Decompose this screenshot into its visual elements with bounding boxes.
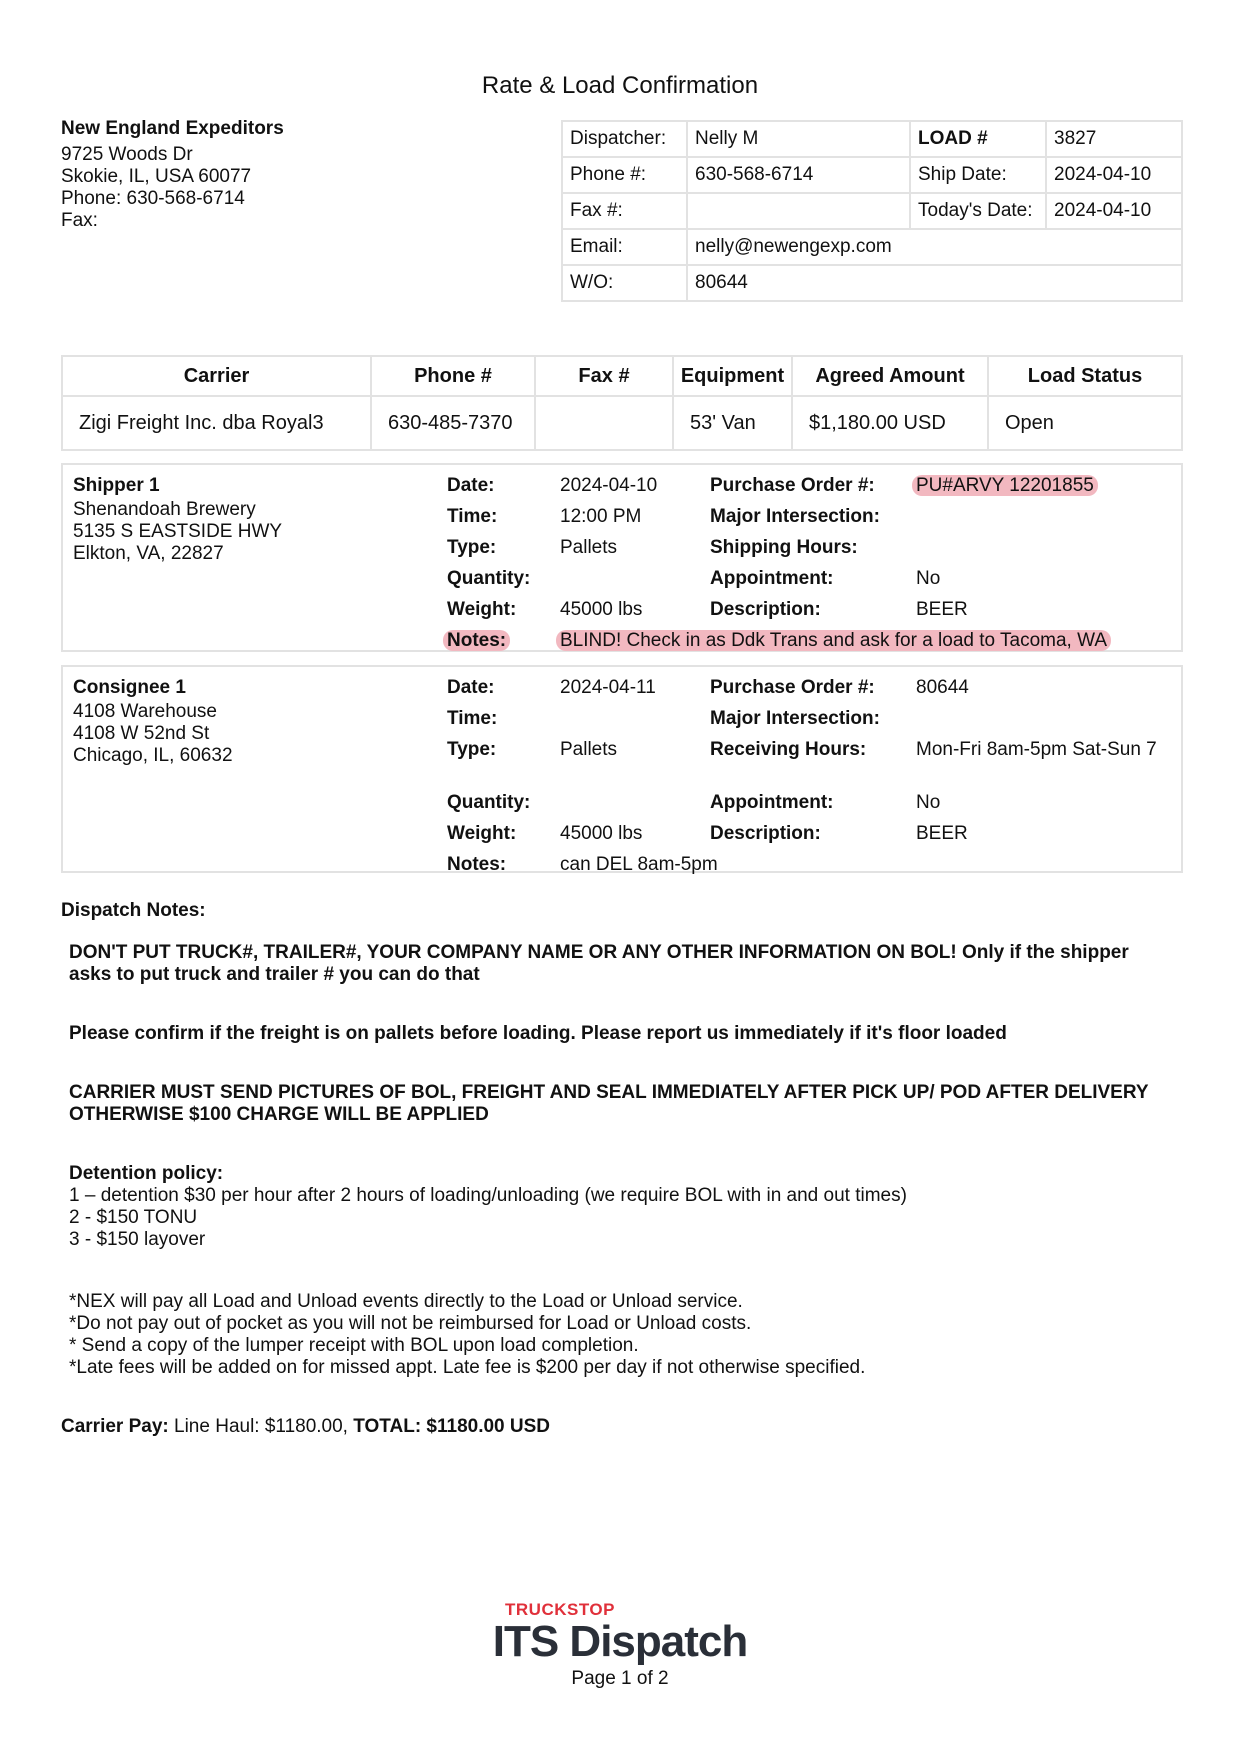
list-item: 3 - $150 layover: [69, 1229, 206, 1250]
consignee-weight: 45000 lbs: [560, 823, 643, 844]
shipper-type-label: Type:: [447, 537, 497, 558]
carrier-pay: [61, 1416, 550, 1438]
table-row: [62, 396, 1182, 450]
shipper-appointment: No: [916, 568, 941, 589]
shipper-po: PU#ARVY 12201855: [912, 475, 1098, 496]
consignee-intersection-label: Major Intersection:: [710, 708, 880, 729]
email-value: nelly@newengexp.com: [687, 229, 1182, 265]
header-load-status: Load Status: [988, 356, 1182, 396]
consignee-time: [560, 705, 710, 736]
consignee-title: Consignee 1: [73, 677, 186, 698]
consignee-appointment: No: [916, 792, 941, 813]
consignee-details: [447, 674, 1166, 882]
carrier-load-status: Open: [988, 396, 1182, 450]
carrier-pay-line-haul: Line Haul: $1180.00,: [174, 1416, 348, 1437]
load-number-label: LOAD #: [910, 121, 1046, 157]
dispatch-note-bol: DON'T PUT TRUCK#, TRAILER#, YOUR COMPANY NAME OR ANY OTHER INFORMATION ON BOL! Only if the shipper asks to put truck and trailer # you can do that: [69, 942, 1129, 985]
shipper-section: [61, 463, 1183, 652]
list-item: *NEX will pay all Load and Unload events directly to the Load or Unload service.: [69, 1291, 743, 1312]
consignee-notes-label: Notes:: [447, 854, 507, 875]
shipper-quantity-label: Quantity:: [447, 568, 531, 589]
consignee-quantity-label: Quantity:: [447, 792, 531, 813]
consignee-address-line1: 4108 W 52nd St: [73, 723, 210, 744]
consignee-po-label: Purchase Order #:: [710, 677, 875, 698]
list-item: * Send a copy of the lumper receipt with BOL upon load completion.: [69, 1335, 639, 1356]
shipper-date: 2024-04-10: [560, 475, 658, 496]
consignee-time-label: Time:: [447, 708, 498, 729]
shipper-weight: 45000 lbs: [560, 599, 643, 620]
carrier-pay-total: TOTAL: $1180.00 USD: [353, 1416, 551, 1437]
consignee-notes: can DEL 8am-5pm: [560, 854, 718, 875]
consignee-address-line2: Chicago, IL, 60632: [73, 745, 233, 766]
header-equipment: Equipment: [673, 356, 792, 396]
company-address-line2: Skokie, IL, USA 60077: [61, 166, 252, 187]
dispatch-info-table: [561, 120, 1183, 302]
consignee-name: 4108 Warehouse: [73, 701, 218, 722]
fax-value: [687, 193, 910, 229]
phone-label: Phone #:: [562, 157, 687, 193]
its-dispatch-logo: ITS Dispatch: [492, 1617, 748, 1666]
consignee-date-label: Date:: [447, 677, 495, 698]
company-address-line1: 9725 Woods Dr: [61, 144, 193, 165]
consignee-type: Pallets: [560, 739, 618, 760]
header-fax: Fax #: [535, 356, 673, 396]
shipper-po-label: Purchase Order #:: [710, 475, 875, 496]
consignee-quantity: [560, 789, 710, 820]
carrier-agreed-amount: $1,180.00 USD: [792, 396, 988, 450]
company-name: New England Expeditors: [61, 118, 284, 139]
load-number-value: 3827: [1046, 121, 1182, 157]
carrier-table-header: [62, 356, 1182, 396]
work-order-value: 80644: [687, 265, 1182, 301]
list-item: *Do not pay out of pocket as you will not be reimbursed for Load or Unload costs.: [69, 1313, 752, 1334]
shipper-intersection-label: Major Intersection:: [710, 506, 880, 527]
shipper-hours-label: Shipping Hours:: [710, 537, 858, 558]
consignee-po: 80644: [916, 677, 969, 698]
page-title: Rate & Load Confirmation: [481, 72, 759, 99]
consignee-section: [61, 665, 1183, 873]
consignee-type-label: Type:: [447, 739, 497, 760]
shipper-date-label: Date:: [447, 475, 495, 496]
consignee-weight-label: Weight:: [447, 823, 517, 844]
consignee-hours-label: Receiving Hours:: [710, 739, 867, 760]
carrier-fax: [535, 396, 673, 450]
shipper-title: Shipper 1: [73, 475, 160, 496]
fax-label: Fax #:: [562, 193, 687, 229]
shipper-description: BEER: [916, 599, 968, 620]
detention-heading: Detention policy:: [69, 1163, 224, 1184]
ship-date-label: Ship Date:: [910, 157, 1046, 193]
list-item: 1 – detention $30 per hour after 2 hours of loading/unloading (we require BOL with in and out times): [69, 1185, 907, 1206]
phone-value: 630-568-6714: [687, 157, 910, 193]
shipper-details: [447, 472, 1166, 658]
dispatcher-label: Dispatcher:: [562, 121, 687, 157]
shipper-address-line1: 5135 S EASTSIDE HWY: [73, 521, 283, 542]
email-label: Email:: [562, 229, 687, 265]
shipper-hours: [916, 534, 1166, 565]
shipper-intersection: [916, 503, 1166, 534]
ship-date-value: 2024-04-10: [1046, 157, 1182, 193]
carrier-name: Zigi Freight Inc. dba Royal3: [62, 396, 371, 450]
shipper-quantity: [560, 565, 710, 596]
todays-date-label: Today's Date:: [910, 193, 1046, 229]
consignee-hours: Mon-Fri 8am-5pm Sat-Sun 7: [916, 739, 1157, 760]
dispatcher-value: Nelly M: [687, 121, 910, 157]
consignee-description: BEER: [916, 823, 968, 844]
dispatch-notes: [61, 900, 1161, 1379]
truckstop-logo-text: TRUCKSTOP: [505, 1600, 615, 1619]
shipper-notes-label: Notes:: [443, 630, 510, 651]
shipper-time: 12:00 PM: [560, 506, 642, 527]
consignee-appointment-label: Appointment:: [710, 792, 834, 813]
shipper-type: Pallets: [560, 537, 618, 558]
shipper-notes: BLIND! Check in as Ddk Trans and ask for a load to Tacoma, WA: [556, 630, 1111, 651]
shipper-time-label: Time:: [447, 506, 498, 527]
shipper-description-label: Description:: [710, 599, 821, 620]
company-fax: Fax:: [61, 210, 98, 231]
carrier-equipment: 53' Van: [673, 396, 792, 450]
shipper-weight-label: Weight:: [447, 599, 517, 620]
consignee-date: 2024-04-11: [560, 677, 656, 698]
header-agreed-amount: Agreed Amount: [792, 356, 988, 396]
shipper-appointment-label: Appointment:: [710, 568, 834, 589]
page-number: Page 1 of 2: [571, 1668, 669, 1689]
list-item: 2 - $150 TONU: [69, 1207, 198, 1228]
consignee-description-label: Description:: [710, 823, 821, 844]
carrier-table: [61, 355, 1183, 451]
dispatch-note-pictures: CARRIER MUST SEND PICTURES OF BOL, FREIGHT AND SEAL IMMEDIATELY AFTER PICK UP/ POD AFTER DELIVERY OTHERWISE $100 CHARGE WILL BE APPLIED: [69, 1082, 1149, 1125]
todays-date-value: 2024-04-10: [1046, 193, 1182, 229]
company-phone: Phone: 630-568-6714: [61, 188, 245, 209]
work-order-label: W/O:: [562, 265, 687, 301]
carrier-phone: 630-485-7370: [371, 396, 535, 450]
dispatch-note-pallets: Please confirm if the freight is on pallets before loading. Please report us immediately if it's floor loaded: [69, 1023, 1007, 1044]
consignee-intersection: [916, 705, 1166, 736]
list-item: *Late fees will be added on for missed appt. Late fee is $200 per day if not otherwise specified.: [69, 1357, 866, 1378]
header-carrier: Carrier: [62, 356, 371, 396]
footer: [0, 1600, 1240, 1690]
carrier-pay-label: Carrier Pay:: [61, 1416, 169, 1437]
header-phone: Phone #: [371, 356, 535, 396]
shipper-address-line2: Elkton, VA, 22827: [73, 543, 224, 564]
dispatch-notes-heading: Dispatch Notes:: [61, 900, 206, 921]
company-info: [61, 118, 284, 232]
shipper-name: Shenandoah Brewery: [73, 499, 256, 520]
